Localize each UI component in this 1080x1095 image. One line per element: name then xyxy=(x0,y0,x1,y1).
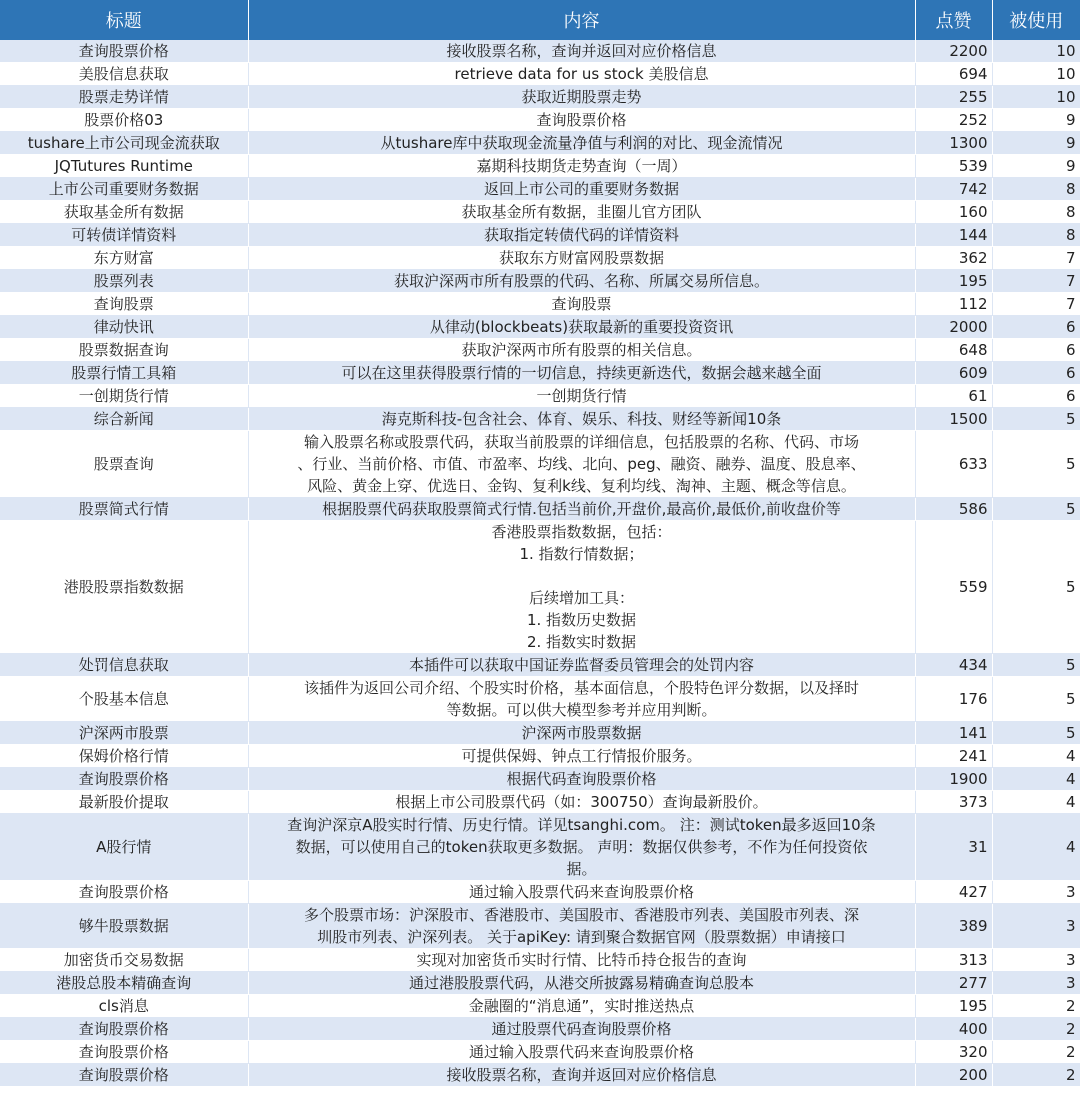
cell-content: 返回上市公司的重要财务数据 xyxy=(248,178,915,201)
table-row xyxy=(0,224,1080,247)
cell-used: 5 xyxy=(992,654,1080,677)
cell-likes: 112 xyxy=(915,293,992,316)
header-likes: 点赞 xyxy=(915,0,992,40)
cell-title: 股票查询 xyxy=(0,431,248,498)
table-row xyxy=(0,521,1080,654)
cell-likes: 61 xyxy=(915,385,992,408)
cell-likes: 176 xyxy=(915,677,992,722)
cell-likes: 362 xyxy=(915,247,992,270)
cell-content: 通过股票代码查询股票价格 xyxy=(248,1018,915,1041)
cell-likes: 1900 xyxy=(915,768,992,791)
cell-content: 通过港股股票代码，从港交所披露易精确查询总股本 xyxy=(248,972,915,995)
cell-title: 上市公司重要财务数据 xyxy=(0,178,248,201)
table-row xyxy=(0,431,1080,498)
cell-likes: 160 xyxy=(915,201,992,224)
table-row xyxy=(0,1041,1080,1064)
table-row xyxy=(0,1064,1080,1087)
table-row xyxy=(0,677,1080,722)
cell-title: 港股总股本精确查询 xyxy=(0,972,248,995)
table-row xyxy=(0,155,1080,178)
cell-used: 10 xyxy=(992,63,1080,86)
cell-content: 根据股票代码获取股票简式行情.包括当前价,开盘价,最高价,最低价,前收盘价等 xyxy=(248,498,915,521)
table-body xyxy=(0,40,1080,1087)
table-row xyxy=(0,722,1080,745)
cell-title: 可转债详情资料 xyxy=(0,224,248,247)
table-row xyxy=(0,270,1080,293)
cell-used: 3 xyxy=(992,904,1080,949)
cell-likes: 648 xyxy=(915,339,992,362)
table-row xyxy=(0,86,1080,109)
cell-content: 查询沪深京A股实时行情、历史行情。详见tsanghi.com。 注：测试token最多返回10条 数据，可以使用自己的token获取更多数据。 声明：数据仅供参考，不作为任何投资依 据。 xyxy=(248,814,915,881)
cell-title: 查询股票价格 xyxy=(0,768,248,791)
cell-likes: 559 xyxy=(915,521,992,654)
cell-used: 6 xyxy=(992,339,1080,362)
cell-likes: 373 xyxy=(915,791,992,814)
cell-likes: 277 xyxy=(915,972,992,995)
cell-content: 海克斯科技-包含社会、体育、娱乐、科技、财经等新闻10条 xyxy=(248,408,915,431)
cell-likes: 434 xyxy=(915,654,992,677)
cell-content: 多个股票市场：沪深股市、香港股市、美国股市、香港股市列表、美国股市列表、深 圳股市列表、沪深列表。 关于apiKey: 请到聚合数据官网（股票数据）申请接口 xyxy=(248,904,915,949)
table-header xyxy=(0,0,1080,40)
cell-used: 6 xyxy=(992,385,1080,408)
table-row xyxy=(0,768,1080,791)
cell-title: 沪深两市股票 xyxy=(0,722,248,745)
cell-content: 获取东方财富网股票数据 xyxy=(248,247,915,270)
cell-used: 2 xyxy=(992,1064,1080,1087)
header-content: 内容 xyxy=(248,0,915,40)
cell-title: A股行情 xyxy=(0,814,248,881)
table-row xyxy=(0,316,1080,339)
cell-content: 嘉期科技期货走势查询（一周） xyxy=(248,155,915,178)
cell-used: 6 xyxy=(992,362,1080,385)
cell-likes: 1300 xyxy=(915,132,992,155)
cell-content: 香港股票指数数据，包括： 1. 指数行情数据； 后续增加工具： 1. 指数历史数据 2. 指数实时数据 xyxy=(248,521,915,654)
cell-content: 从tushare库中获取现金流量净值与利润的对比、现金流情况 xyxy=(248,132,915,155)
cell-used: 2 xyxy=(992,995,1080,1018)
cell-used: 3 xyxy=(992,972,1080,995)
cell-title: 够牛股票数据 xyxy=(0,904,248,949)
table-row xyxy=(0,63,1080,86)
cell-likes: 2000 xyxy=(915,316,992,339)
cell-content: 可以在这里获得股票行情的一切信息，持续更新迭代，数据会越来越全面 xyxy=(248,362,915,385)
table-row xyxy=(0,247,1080,270)
cell-used: 6 xyxy=(992,316,1080,339)
cell-likes: 255 xyxy=(915,86,992,109)
cell-used: 3 xyxy=(992,949,1080,972)
cell-used: 7 xyxy=(992,293,1080,316)
cell-used: 3 xyxy=(992,881,1080,904)
table-row xyxy=(0,498,1080,521)
cell-content: 根据代码查询股票价格 xyxy=(248,768,915,791)
cell-content: 接收股票名称，查询并返回对应价格信息 xyxy=(248,40,915,63)
cell-title: cls消息 xyxy=(0,995,248,1018)
cell-title: 查询股票价格 xyxy=(0,1018,248,1041)
cell-title: 东方财富 xyxy=(0,247,248,270)
cell-likes: 389 xyxy=(915,904,992,949)
cell-title: 股票简式行情 xyxy=(0,498,248,521)
cell-used: 9 xyxy=(992,155,1080,178)
cell-title: 股票走势详情 xyxy=(0,86,248,109)
cell-title: 一创期货行情 xyxy=(0,385,248,408)
table-row xyxy=(0,904,1080,949)
cell-content: 获取沪深两市所有股票的代码、名称、所属交易所信息。 xyxy=(248,270,915,293)
cell-content: 从律动(blockbeats)获取最新的重要投资资讯 xyxy=(248,316,915,339)
cell-content: 可提供保姆、钟点工行情报价服务。 xyxy=(248,745,915,768)
cell-title: tushare上市公司现金流获取 xyxy=(0,132,248,155)
cell-used: 10 xyxy=(992,86,1080,109)
cell-title: 美股信息获取 xyxy=(0,63,248,86)
table-row xyxy=(0,109,1080,132)
cell-likes: 320 xyxy=(915,1041,992,1064)
cell-title: 查询股票价格 xyxy=(0,40,248,63)
cell-content: 一创期货行情 xyxy=(248,385,915,408)
cell-title: 股票数据查询 xyxy=(0,339,248,362)
cell-content: 获取基金所有数据，韭圈儿官方团队 xyxy=(248,201,915,224)
cell-likes: 31 xyxy=(915,814,992,881)
cell-likes: 252 xyxy=(915,109,992,132)
cell-likes: 742 xyxy=(915,178,992,201)
cell-used: 8 xyxy=(992,178,1080,201)
cell-title: 律动快讯 xyxy=(0,316,248,339)
table-row xyxy=(0,132,1080,155)
table-row xyxy=(0,995,1080,1018)
cell-used: 4 xyxy=(992,745,1080,768)
cell-content: 金融圈的“消息通”，实时推送热点 xyxy=(248,995,915,1018)
cell-content: 根据上市公司股票代码（如：300750）查询最新股价。 xyxy=(248,791,915,814)
cell-used: 9 xyxy=(992,109,1080,132)
cell-likes: 694 xyxy=(915,63,992,86)
cell-content: retrieve data for us stock 美股信息 xyxy=(248,63,915,86)
cell-likes: 141 xyxy=(915,722,992,745)
cell-used: 5 xyxy=(992,431,1080,498)
cell-used: 5 xyxy=(992,498,1080,521)
cell-title: 加密货币交易数据 xyxy=(0,949,248,972)
cell-used: 5 xyxy=(992,408,1080,431)
cell-used: 2 xyxy=(992,1018,1080,1041)
cell-used: 4 xyxy=(992,791,1080,814)
cell-title: 港股股票指数数据 xyxy=(0,521,248,654)
cell-used: 7 xyxy=(992,247,1080,270)
cell-content: 实现对加密货币实时行情、比特币持仓报告的查询 xyxy=(248,949,915,972)
cell-used: 5 xyxy=(992,677,1080,722)
cell-content: 输入股票名称或股票代码，获取当前股票的详细信息，包括股票的名称、代码、市场 、行业、当前价格、市值、市盈率、均线、北向、peg、融资、融券、温度、股息率、 风险、黄金上穿、优选日、金钩、复利k线、复利均线、淘神、主题、概念等信息。 xyxy=(248,431,915,498)
cell-title: 个股基本信息 xyxy=(0,677,248,722)
cell-title: 保姆价格行情 xyxy=(0,745,248,768)
cell-used: 7 xyxy=(992,270,1080,293)
cell-title: 最新股价提取 xyxy=(0,791,248,814)
header-used: 被使用 xyxy=(992,0,1080,40)
cell-likes: 313 xyxy=(915,949,992,972)
table-row xyxy=(0,814,1080,881)
table-row xyxy=(0,881,1080,904)
cell-title: 股票列表 xyxy=(0,270,248,293)
cell-content: 接收股票名称，查询并返回对应价格信息 xyxy=(248,1064,915,1087)
cell-title: 综合新闻 xyxy=(0,408,248,431)
table-row xyxy=(0,385,1080,408)
cell-likes: 633 xyxy=(915,431,992,498)
cell-likes: 400 xyxy=(915,1018,992,1041)
table-row xyxy=(0,791,1080,814)
cell-likes: 1500 xyxy=(915,408,992,431)
cell-used: 5 xyxy=(992,722,1080,745)
cell-content: 沪深两市股票数据 xyxy=(248,722,915,745)
table-row xyxy=(0,339,1080,362)
cell-content: 通过输入股票代码来查询股票价格 xyxy=(248,1041,915,1064)
cell-likes: 609 xyxy=(915,362,992,385)
table-row xyxy=(0,1018,1080,1041)
cell-used: 8 xyxy=(992,224,1080,247)
cell-likes: 427 xyxy=(915,881,992,904)
table-row xyxy=(0,949,1080,972)
cell-used: 9 xyxy=(992,132,1080,155)
table-row xyxy=(0,972,1080,995)
cell-used: 5 xyxy=(992,521,1080,654)
table-row xyxy=(0,201,1080,224)
cell-likes: 195 xyxy=(915,270,992,293)
cell-content: 查询股票价格 xyxy=(248,109,915,132)
cell-likes: 241 xyxy=(915,745,992,768)
cell-content: 通过输入股票代码来查询股票价格 xyxy=(248,881,915,904)
cell-used: 8 xyxy=(992,201,1080,224)
cell-likes: 195 xyxy=(915,995,992,1018)
cell-title: JQTutures Runtime xyxy=(0,155,248,178)
table-row xyxy=(0,745,1080,768)
cell-title: 查询股票 xyxy=(0,293,248,316)
cell-used: 10 xyxy=(992,40,1080,63)
table-row xyxy=(0,362,1080,385)
cell-content: 查询股票 xyxy=(248,293,915,316)
cell-content: 获取指定转债代码的详情资料 xyxy=(248,224,915,247)
cell-content: 获取近期股票走势 xyxy=(248,86,915,109)
table-row xyxy=(0,408,1080,431)
cell-content: 该插件为返回公司介绍、个股实时价格，基本面信息，个股特色评分数据，以及择时 等数据。可以供大模型参考并应用判断。 xyxy=(248,677,915,722)
cell-content: 获取沪深两市所有股票的相关信息。 xyxy=(248,339,915,362)
cell-used: 4 xyxy=(992,814,1080,881)
header-title: 标题 xyxy=(0,0,248,40)
cell-title: 查询股票价格 xyxy=(0,881,248,904)
cell-title: 股票行情工具箱 xyxy=(0,362,248,385)
table-row xyxy=(0,178,1080,201)
cell-likes: 144 xyxy=(915,224,992,247)
cell-likes: 2200 xyxy=(915,40,992,63)
cell-content: 本插件可以获取中国证券监督委员管理会的处罚内容 xyxy=(248,654,915,677)
cell-title: 查询股票价格 xyxy=(0,1064,248,1087)
cell-likes: 539 xyxy=(915,155,992,178)
cell-title: 处罚信息获取 xyxy=(0,654,248,677)
cell-title: 股票价格03 xyxy=(0,109,248,132)
cell-title: 获取基金所有数据 xyxy=(0,201,248,224)
table-row xyxy=(0,40,1080,63)
cell-used: 2 xyxy=(992,1041,1080,1064)
table-row xyxy=(0,293,1080,316)
cell-likes: 200 xyxy=(915,1064,992,1087)
table-row xyxy=(0,654,1080,677)
cell-used: 4 xyxy=(992,768,1080,791)
cell-title: 查询股票价格 xyxy=(0,1041,248,1064)
cell-likes: 586 xyxy=(915,498,992,521)
